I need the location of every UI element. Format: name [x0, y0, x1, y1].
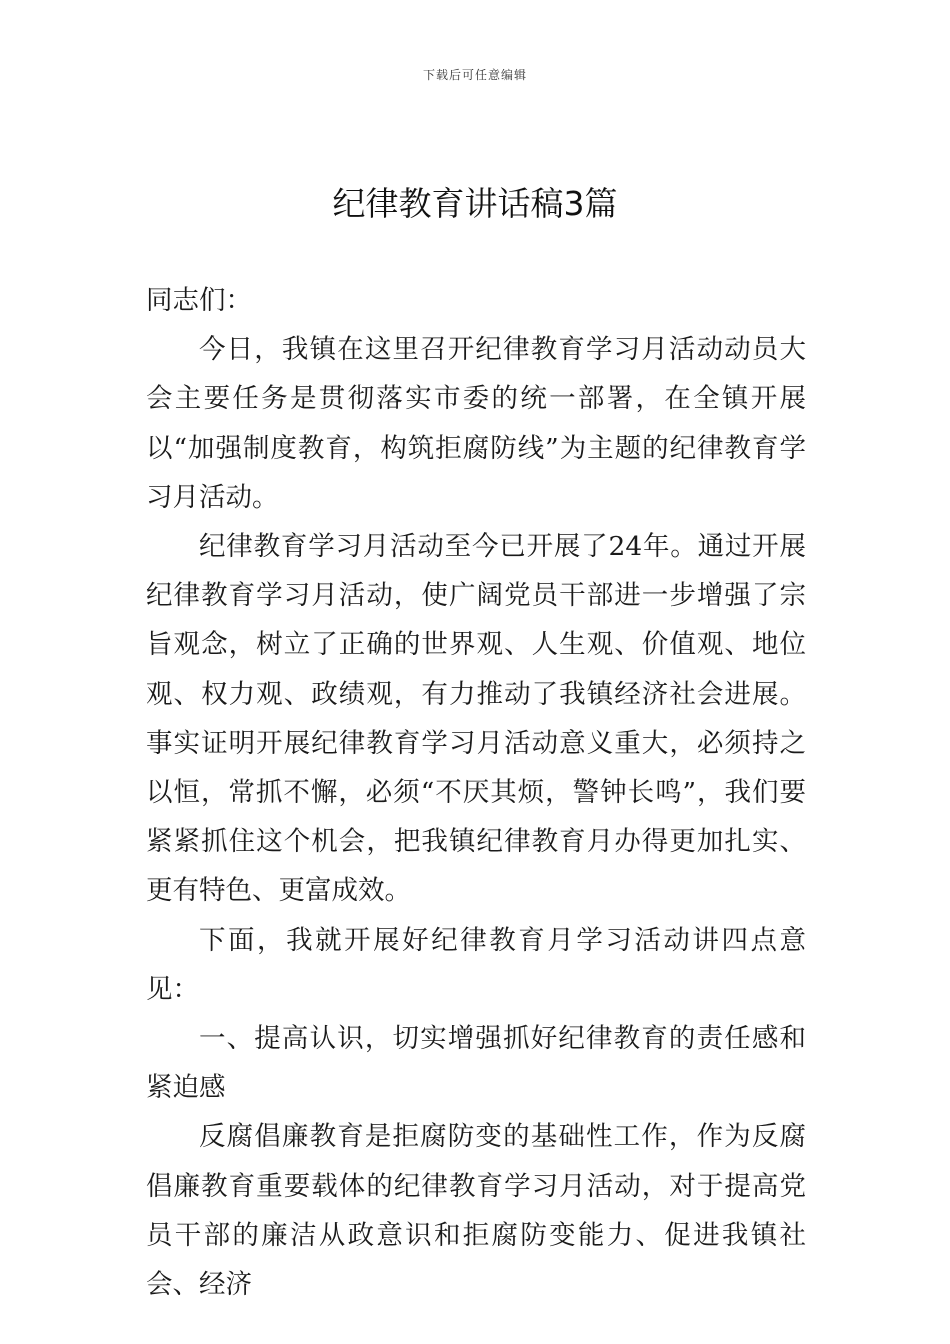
paragraph-history: 纪律教育学习月活动至今已开展了24年。通过开展纪律教育学习月活动，使广阔党员干部进一步增强了宗旨观念，树立了正确的世界观、人生观、价值观、地位观、权力观、政绩观，有力推动了我镇经济社会进展。事实证明开展纪律教育学习月活动意义重大，必须持之以恒，常抓不懈，必须“不厌其烦，警钟长鸣”，我们要紧紧抓住这个机会，把我镇纪律教育月办得更加扎实、更有特色、更富成效。 — [146, 531, 806, 907]
section-heading-one: 一、提高认识，切实增强抓好纪律教育的责任感和紧迫感 — [146, 1023, 806, 1104]
paragraph-intro-points: 下面，我就开展好纪律教育月学习活动讲四点意见： — [146, 924, 806, 1005]
salutation: 同志们： — [146, 285, 252, 316]
paragraph-opening: 今日，我镇在这里召开纪律教育学习月活动动员大会主要任务是贯彻落实市委的统一部署，在全镇开展以“加强制度教育，构筑拒腐防线”为主题的纪律教育学习月活动。 — [146, 334, 806, 513]
document-body — [146, 276, 806, 1309]
paragraph-section-one: 反腐倡廉教育是拒腐防变的基础性工作，作为反腐倡廉教育重要载体的纪律教育学习月活动，对于提高党员干部的廉洁从政意识和拒腐防变能力、促进我镇社会、经济 — [146, 1121, 806, 1301]
document-title: 纪律教育讲话稿3篇 — [332, 184, 618, 223]
header-note: 下载后可任意编辑 — [422, 68, 527, 82]
